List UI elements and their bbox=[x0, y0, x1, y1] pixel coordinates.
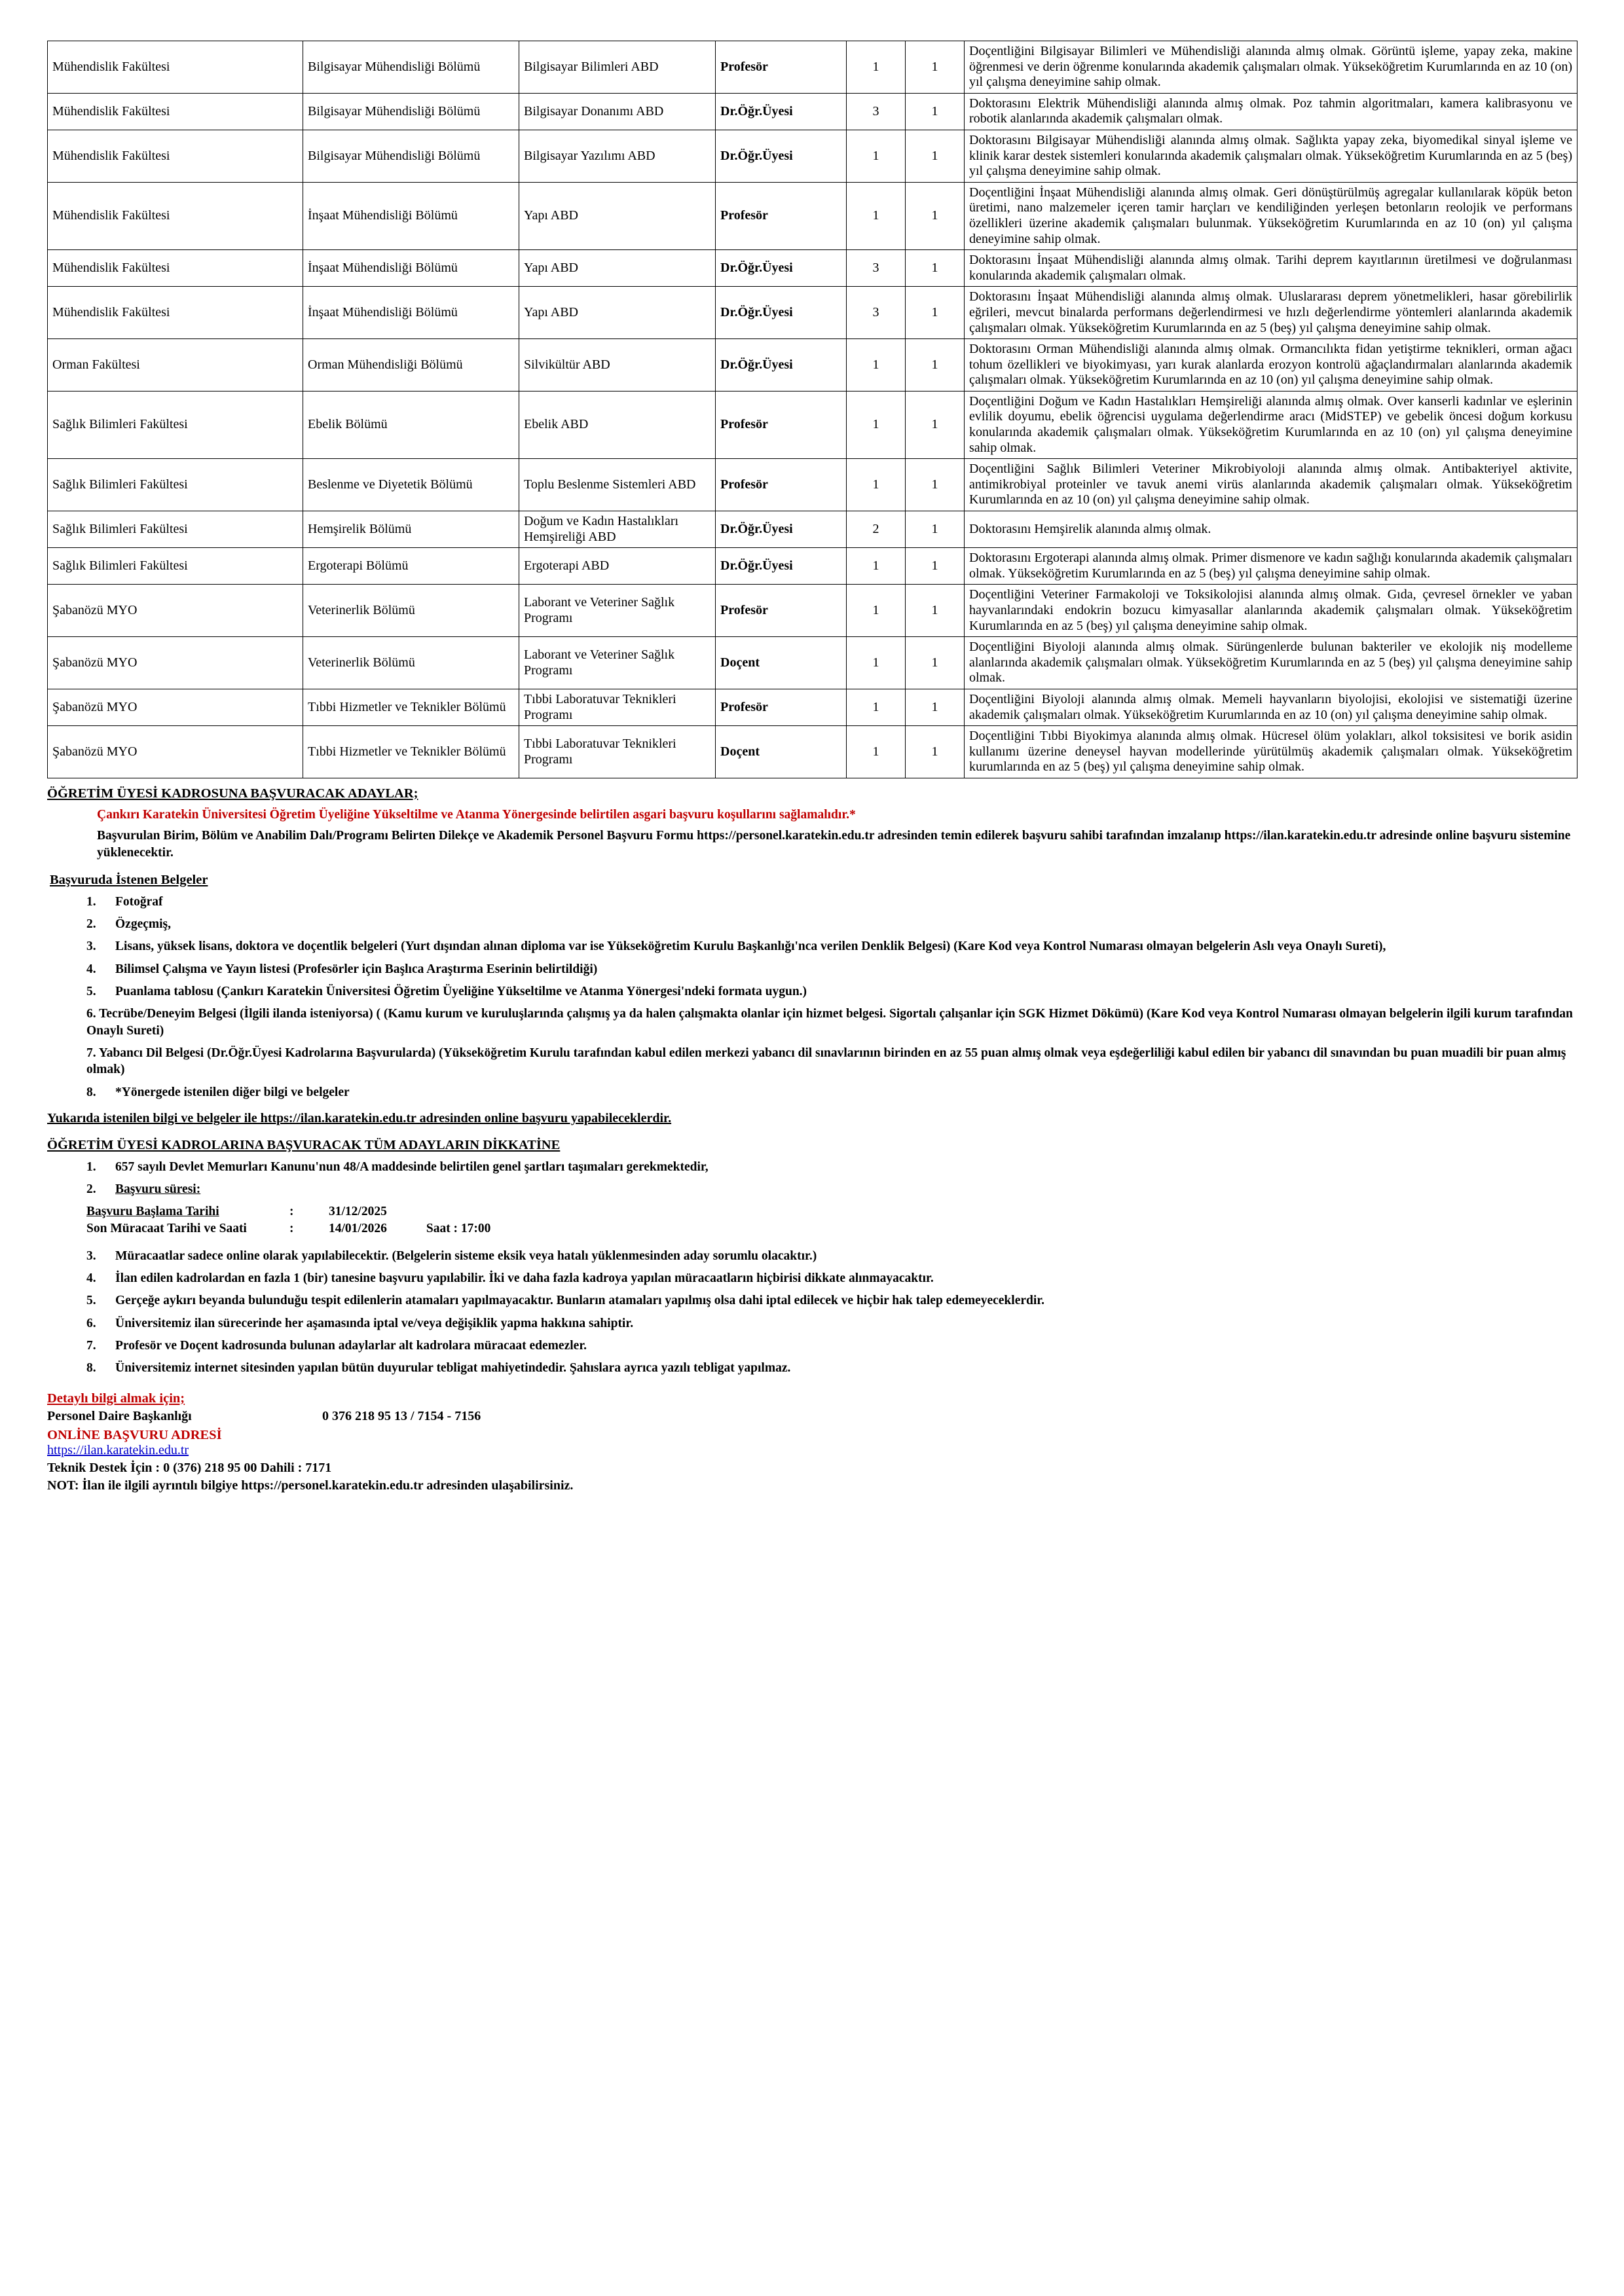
applicants-red-note: Çankırı Karatekin Üniversitesi Öğretim Üyeliğine Yükseltilme ve Atanma Yönergesinde belirtilen asgari başvuru koşullarını sağlamalıdır.* bbox=[97, 807, 856, 822]
list-item-number: 7. bbox=[86, 1046, 96, 1060]
cell-title: Dr.Öğr.Üyesi bbox=[716, 339, 847, 392]
list-item-number: 4. bbox=[86, 1271, 96, 1285]
contact-title: Detaylı bilgi almak için; bbox=[47, 1391, 185, 1406]
list-item-text: *Yönergede istenilen diğer bilgi ve belgeler bbox=[115, 1085, 350, 1099]
list-item-text: Fotoğraf bbox=[115, 894, 163, 909]
cell-title: Profesör bbox=[716, 41, 847, 94]
cell-degree: 1 bbox=[906, 130, 965, 182]
cell-faculty: Mühendislik Fakültesi bbox=[48, 93, 303, 130]
cell-description: Doçentliğini Doğum ve Kadın Hastalıkları Hemşireliği alanında almış olmak. Over kanserli kadınlar ve eşlerinin evlilik doyumu, ebelik öğrencisi uygulama değerlendirme aracı (MidSTEP) ve gebelik öncesi doğum korkusu konularında akademik çalışmaları olmak. Yükseköğretim Kurumlarında en az 10 (on) yıl çalışma deneyimine sahip olmak. bbox=[965, 391, 1578, 458]
cell-count: 1 bbox=[847, 585, 906, 637]
cell-description: Doktorasını Orman Mühendisliği alanında almış olmak. Ormancılıkta fidan yetiştirme teknikleri, orman ağacı tohum özellikleri ve biyokimyası, yarı kurak alanlarda erozyon kontrolü ağaçlandırmaları alanlarında akademik çalışmaları olmak. Yükseköğretim Kurumlarında en az 10 (on) yıl çalışma deneyimine sahip olmak. bbox=[965, 339, 1578, 392]
list-item bbox=[47, 1270, 1577, 1286]
contact-section bbox=[47, 1391, 1577, 1493]
list-item-text: Özgeçmiş, bbox=[115, 917, 172, 931]
cell-count: 1 bbox=[847, 130, 906, 182]
table-row bbox=[48, 93, 1578, 130]
cell-degree: 1 bbox=[906, 41, 965, 94]
cell-department: Ergoterapi Bölümü bbox=[303, 548, 519, 585]
cell-field: Toplu Beslenme Sistemleri ABD bbox=[519, 459, 716, 511]
contact-office-label: Personel Daire Başkanlığı bbox=[47, 1408, 192, 1423]
cell-department: Bilgisayar Mühendisliği Bölümü bbox=[303, 41, 519, 94]
cell-count: 2 bbox=[847, 511, 906, 548]
technical-support-line: Teknik Destek İçin : 0 (376) 218 95 00 Dahili : 7171 bbox=[47, 1460, 332, 1475]
academic-positions-table bbox=[47, 41, 1578, 778]
cell-count: 1 bbox=[847, 637, 906, 689]
cell-degree: 1 bbox=[906, 287, 965, 339]
cell-title: Profesör bbox=[716, 459, 847, 511]
cell-degree: 1 bbox=[906, 637, 965, 689]
application-dates bbox=[86, 1205, 1577, 1236]
list-item-text: Üniversitemiz internet sitesinden yapılan bütün duyurular tebligat mahiyetindedir. Şahıslara ayrıca yazılı tebligat yapılmaz. bbox=[115, 1361, 791, 1376]
cell-count: 1 bbox=[847, 339, 906, 392]
list-item-text: İlan edilen kadrolardan en fazla 1 (bir) tanesine başvuru yapılabilir. İki ve daha fazla kadroya yapılan müracaatların hiçbirisi dikkate alınmayacaktır. bbox=[115, 1271, 934, 1285]
cell-description: Doçentliğini Biyoloji alanında almış olmak. Sürüngenlerde bulunan bakteriler ve ekolojik niş modelleme alanlarında akademik çalışmaları olmak. Yükseköğretim Kurumlarında en az 5 (beş) yıl çalışma deneyimine sahip olmak. bbox=[965, 637, 1578, 689]
cell-department: Ebelik Bölümü bbox=[303, 391, 519, 458]
list-item bbox=[47, 938, 1577, 955]
start-date-label: Başvuru Başlama Tarihi bbox=[86, 1204, 219, 1218]
documents-list bbox=[47, 894, 1577, 1101]
cell-department: Hemşirelik Bölümü bbox=[303, 511, 519, 548]
cell-department: İnşaat Mühendisliği Bölümü bbox=[303, 287, 519, 339]
cell-field: Ebelik ABD bbox=[519, 391, 716, 458]
contact-office-row bbox=[47, 1409, 1577, 1424]
applicants-paragraph: Başvurulan Birim, Bölüm ve Anabilim Dalı/Programı Belirten Dilekçe ve Akademik Personel Başvuru Formu https://personel.karatekin.edu.tr adresinden temin edilerek başvuru sahibi tarafından imzalanıp https://ilan.karatekin.edu.tr adresinde online başvuru sistemine yüklenecektir. bbox=[97, 828, 1571, 860]
list-item-text: Üniversitemiz ilan sürecerinde her aşamasında iptal ve/veya değişiklik yapma hakkına sahiptir. bbox=[115, 1316, 634, 1330]
cell-count: 1 bbox=[847, 689, 906, 725]
cell-department: İnşaat Mühendisliği Bölümü bbox=[303, 182, 519, 249]
cell-degree: 1 bbox=[906, 585, 965, 637]
cell-faculty: Şabanözü MYO bbox=[48, 637, 303, 689]
list-item-text: Gerçeğe aykırı beyanda bulunduğu tespit edilenlerin atamaları yapılmayacaktır. Bunların atamaları yapılmış olsa dahi iptal edilecek ve hiçbir hak talep edemeyeceklerdir. bbox=[115, 1294, 1045, 1308]
online-application-link[interactable]: https://ilan.karatekin.edu.tr bbox=[47, 1442, 189, 1457]
cell-title: Profesör bbox=[716, 182, 847, 249]
list-item-number: 2. bbox=[86, 1182, 96, 1197]
list-item bbox=[86, 1006, 1577, 1039]
attention-list bbox=[47, 1159, 1577, 1198]
list-item-number: 6. bbox=[86, 1007, 96, 1021]
cell-field: Bilgisayar Donanımı ABD bbox=[519, 93, 716, 130]
list-item-number: 5. bbox=[86, 1294, 96, 1308]
document-content bbox=[47, 41, 1577, 1493]
cell-department: Tıbbi Hizmetler ve Teknikler Bölümü bbox=[303, 726, 519, 778]
cell-title: Dr.Öğr.Üyesi bbox=[716, 287, 847, 339]
list-item-number: 1. bbox=[86, 1159, 96, 1174]
cell-faculty: Mühendislik Fakültesi bbox=[48, 130, 303, 182]
applicants-section bbox=[47, 785, 1577, 862]
cell-description: Doçentliğini İnşaat Mühendisliği alanında almış olmak. Geri dönüştürülmüş agregalar kullanılarak köpük beton üretimi, nano malzemeler içeren tamir harçları ve kendiliğinden yerleşen betonların reolojik ve performans özellikleri üzerine akademik çalışmaları bulunmak. Yükseköğretim Kurumlarında en az 10 (on) yıl çalışma deneyimine sahip olmak. bbox=[965, 182, 1578, 249]
cell-degree: 1 bbox=[906, 459, 965, 511]
cell-faculty: Şabanözü MYO bbox=[48, 689, 303, 725]
end-date-row bbox=[86, 1222, 1577, 1236]
cell-faculty: Orman Fakültesi bbox=[48, 339, 303, 392]
cell-field: Bilgisayar Yazılımı ABD bbox=[519, 130, 716, 182]
list-item bbox=[47, 894, 1577, 910]
contact-note-line: NOT: İlan ile ilgili ayrıntılı bilgiye https://personel.karatekin.edu.tr adresinden ulaşabilirsiniz. bbox=[47, 1478, 574, 1493]
cell-count: 1 bbox=[847, 459, 906, 511]
cell-faculty: Sağlık Bilimleri Fakültesi bbox=[48, 511, 303, 548]
cell-count: 1 bbox=[847, 41, 906, 94]
list-item-number: 2. bbox=[86, 917, 96, 931]
cell-title: Dr.Öğr.Üyesi bbox=[716, 130, 847, 182]
list-item bbox=[47, 1084, 1577, 1101]
cell-department: Tıbbi Hizmetler ve Teknikler Bölümü bbox=[303, 689, 519, 725]
end-date-value: 14/01/2026 bbox=[329, 1221, 387, 1235]
list-item bbox=[47, 983, 1577, 1000]
cell-count: 1 bbox=[847, 391, 906, 458]
cell-count: 3 bbox=[847, 93, 906, 130]
cell-degree: 1 bbox=[906, 93, 965, 130]
table-row bbox=[48, 689, 1578, 725]
cell-faculty: Şabanözü MYO bbox=[48, 726, 303, 778]
cell-title: Dr.Öğr.Üyesi bbox=[716, 250, 847, 287]
cell-description: Doçentliğini Veteriner Farmakoloji ve Toksikolojisi alanında almış olmak. Gıda, çevresel örnekler ve yaban hayvanlarındaki endokrin bozucu kimyasallar alanlarında akademik çalışmaları olmak. Yükseköğretim Kurumlarında en az 5 (beş) yıl çalışma deneyimine sahip olmak. bbox=[965, 585, 1578, 637]
cell-count: 1 bbox=[847, 726, 906, 778]
cell-field: Laborant ve Veteriner Sağlık Programı bbox=[519, 637, 716, 689]
list-item bbox=[47, 1360, 1577, 1376]
cell-title: Profesör bbox=[716, 689, 847, 725]
cell-title: Dr.Öğr.Üyesi bbox=[716, 511, 847, 548]
table-row bbox=[48, 250, 1578, 287]
list-item bbox=[47, 916, 1577, 932]
start-date-colon: : bbox=[289, 1204, 294, 1218]
list-item-number: 5. bbox=[86, 984, 96, 998]
cell-department: Orman Mühendisliği Bölümü bbox=[303, 339, 519, 392]
table-row bbox=[48, 637, 1578, 689]
table-row bbox=[48, 548, 1578, 585]
cell-degree: 1 bbox=[906, 250, 965, 287]
list-item-number: 8. bbox=[86, 1085, 96, 1099]
list-item-text: Puanlama tablosu (Çankırı Karatekin Üniversitesi Öğretim Üyeliğine Yükseltilme ve Atanma Yönergesi'ndeki formata uygun.) bbox=[115, 984, 807, 998]
cell-faculty: Mühendislik Fakültesi bbox=[48, 287, 303, 339]
list-item bbox=[47, 1315, 1577, 1332]
attention-heading: ÖĞRETİM ÜYESİ KADROLARINA BAŞVURACAK TÜM ADAYLARIN DİKKATİNE bbox=[47, 1137, 561, 1152]
cell-title: Doçent bbox=[716, 726, 847, 778]
cell-field: Bilgisayar Bilimleri ABD bbox=[519, 41, 716, 94]
cell-department: İnşaat Mühendisliği Bölümü bbox=[303, 250, 519, 287]
cell-count: 1 bbox=[847, 182, 906, 249]
cell-faculty: Mühendislik Fakültesi bbox=[48, 250, 303, 287]
cell-degree: 1 bbox=[906, 339, 965, 392]
table-row bbox=[48, 585, 1578, 637]
cell-field: Yapı ABD bbox=[519, 250, 716, 287]
cell-field: Ergoterapi ABD bbox=[519, 548, 716, 585]
table-body bbox=[48, 41, 1578, 778]
cell-degree: 1 bbox=[906, 689, 965, 725]
cell-degree: 1 bbox=[906, 548, 965, 585]
cell-degree: 1 bbox=[906, 182, 965, 249]
cell-field: Silvikültür ABD bbox=[519, 339, 716, 392]
table-row bbox=[48, 391, 1578, 458]
start-date-value: 31/12/2025 bbox=[329, 1204, 387, 1218]
cell-department: Bilgisayar Mühendisliği Bölümü bbox=[303, 93, 519, 130]
cell-field: Doğum ve Kadın Hastalıkları Hemşireliği ABD bbox=[519, 511, 716, 548]
table-row bbox=[48, 339, 1578, 392]
list-item bbox=[47, 1159, 1577, 1175]
list-item bbox=[47, 1248, 1577, 1264]
cell-faculty: Sağlık Bilimleri Fakültesi bbox=[48, 548, 303, 585]
cell-title: Profesör bbox=[716, 585, 847, 637]
applicants-heading: ÖĞRETİM ÜYESİ KADROSUNA BAŞVURACAK ADAYLAR; bbox=[47, 786, 418, 801]
cell-degree: 1 bbox=[906, 726, 965, 778]
list-item-text: Bilimsel Çalışma ve Yayın listesi (Profesörler için Başlıca Araştırma Eserinin belirtildiği) bbox=[115, 962, 598, 976]
cell-faculty: Sağlık Bilimleri Fakültesi bbox=[48, 391, 303, 458]
cell-field: Tıbbi Laboratuvar Teknikleri Programı bbox=[519, 726, 716, 778]
table-row bbox=[48, 130, 1578, 182]
end-date-colon: : bbox=[289, 1221, 294, 1235]
list-item-text: Tecrübe/Deneyim Belgesi (İlgili ilanda isteniyorsa) ( (Kamu kurum ve kuruluşlarında çalışmış ya da halen çalışmakta olanlar için hizmet belgesi. Sigortalı çalışanlar için SGK Hizmet Dökümü) (Kare Kod veya Kontrol Numarası olmayan belgelerin ilgili kurum tarafından Onaylı Sureti) bbox=[86, 1007, 1573, 1038]
end-time-value: Saat : 17:00 bbox=[426, 1221, 491, 1235]
cell-description: Doktorasını Bilgisayar Mühendisliği alanında almış olmak. Sağlıkta yapay zeka, biyomedikal sinyal işleme ve klinik karar destek sistemleri konularında akademik çalışmaları olmak. Yükseköğretim Kurumlarında en az 5 (beş) yıl çalışma deneyimine sahip olmak. bbox=[965, 130, 1578, 182]
end-date-label: Son Müracaat Tarihi ve Saati bbox=[86, 1221, 247, 1235]
start-date-row bbox=[86, 1205, 1577, 1219]
attention-list-continued bbox=[47, 1248, 1577, 1377]
list-item-number: 6. bbox=[86, 1316, 96, 1330]
list-item-text: Başvuru süresi: bbox=[115, 1182, 201, 1197]
cell-field: Laborant ve Veteriner Sağlık Programı bbox=[519, 585, 716, 637]
cell-department: Veterinerlik Bölümü bbox=[303, 585, 519, 637]
documents-heading: Başvuruda İstenen Belgeler bbox=[50, 872, 208, 887]
cell-description: Doktorasını İnşaat Mühendisliği alanında almış olmak. Uluslararası deprem yönetmelikleri, hasar görebilirlik eğrileri, mevcut binalarda performans değerlendirmesi ve hızlı değerlendirme yöntemleri alanlarında akademik çalışmaları olmak. Yükseköğretim Kurumlarında en az 5 (beş) yıl çalışma deneyimine sahip olmak. bbox=[965, 287, 1578, 339]
cell-count: 3 bbox=[847, 287, 906, 339]
list-item-number: 7. bbox=[86, 1339, 96, 1353]
list-item bbox=[47, 1338, 1577, 1354]
list-item-text: Lisans, yüksek lisans, doktora ve doçentlik belgeleri (Yurt dışından alınan diploma var ise Yükseköğretim Kurulu Başkanlığı'nca verilen Denklik Belgesi) (Kare Kod veya Kontrol Numarası olmayan belgelerin Aslı veya Onaylı Sureti), bbox=[115, 939, 1386, 954]
cell-count: 3 bbox=[847, 250, 906, 287]
cell-field: Yapı ABD bbox=[519, 287, 716, 339]
list-item-number: 8. bbox=[86, 1361, 96, 1376]
cell-department: Bilgisayar Mühendisliği Bölümü bbox=[303, 130, 519, 182]
list-item-number: 3. bbox=[86, 1248, 96, 1263]
table-row bbox=[48, 726, 1578, 778]
cell-faculty: Mühendislik Fakültesi bbox=[48, 182, 303, 249]
table-row bbox=[48, 41, 1578, 94]
table-row bbox=[48, 182, 1578, 249]
list-item-number: 4. bbox=[86, 962, 96, 976]
cell-count: 1 bbox=[847, 548, 906, 585]
table-row bbox=[48, 287, 1578, 339]
cell-title: Dr.Öğr.Üyesi bbox=[716, 93, 847, 130]
list-item bbox=[86, 1045, 1577, 1078]
cell-description: Doktorasını İnşaat Mühendisliği alanında almış olmak. Tarihi deprem kayıtlarının üretilmesi ve doğrulanması konularında akademik çalışmaları olmak. bbox=[965, 250, 1578, 287]
cell-field: Tıbbi Laboratuvar Teknikleri Programı bbox=[519, 689, 716, 725]
list-item bbox=[47, 961, 1577, 977]
table-row bbox=[48, 511, 1578, 548]
cell-description: Doktorasını Hemşirelik alanında almış olmak. bbox=[965, 511, 1578, 548]
list-item-text: Müracaatlar sadece online olarak yapılabilecektir. (Belgelerin sisteme eksik veya hatalı yüklenmesinden aday sorumlu olacaktır.) bbox=[115, 1248, 817, 1263]
online-application-link-row bbox=[47, 1443, 1577, 1458]
documents-footnote: Yukarıda istenilen bilgi ve belgeler ile https://ilan.karatekin.edu.tr adresinden online başvuru yapabileceklerdir. bbox=[47, 1110, 672, 1125]
cell-degree: 1 bbox=[906, 391, 965, 458]
cell-faculty: Mühendislik Fakültesi bbox=[48, 41, 303, 94]
list-item-number: 3. bbox=[86, 939, 96, 954]
cell-department: Veterinerlik Bölümü bbox=[303, 637, 519, 689]
cell-title: Profesör bbox=[716, 391, 847, 458]
cell-title: Dr.Öğr.Üyesi bbox=[716, 548, 847, 585]
cell-field: Yapı ABD bbox=[519, 182, 716, 249]
table-row bbox=[48, 459, 1578, 511]
cell-faculty: Sağlık Bilimleri Fakültesi bbox=[48, 459, 303, 511]
cell-title: Doçent bbox=[716, 637, 847, 689]
cell-description: Doktorasını Ergoterapi alanında almış olmak. Primer dismenore ve kadın sağlığı konularında akademik çalışmaları olmak. Yükseköğretim Kurumlarında en az 5 (beş) yıl çalışma deneyimine sahip olmak. bbox=[965, 548, 1578, 585]
cell-description: Doçentliğini Sağlık Bilimleri Veteriner Mikrobiyoloji alanında almış olmak. Antibakteriyel aktivite, antimikrobiyal proteinler ve tavuk anemi virüs alanlarında akademik çalışmaları olmak. Yükseköğretim Kurumlarında en az 10 (on) yıl çalışma deneyimine sahip olmak. bbox=[965, 459, 1578, 511]
cell-description: Doçentliğini Tıbbi Biyokimya alanında almış olmak. Hücresel ölüm yolakları, alkol toksisitesi ve borik asidin kullanımı üzerine deneysel hayvan modellerinde yürütülmüş akademik çalışmaları olmak. Yükseköğretim kurumlarında en az 5 (beş) yıl çalışma deneyimine sahip olmak. bbox=[965, 726, 1578, 778]
list-item bbox=[47, 1181, 1577, 1197]
contact-office-phone: 0 376 218 95 13 / 7154 - 7156 bbox=[322, 1408, 481, 1423]
list-item-number: 1. bbox=[86, 894, 96, 909]
cell-degree: 1 bbox=[906, 511, 965, 548]
online-application-title: ONLİNE BAŞVURU ADRESİ bbox=[47, 1427, 222, 1442]
cell-description: Doçentliğini Biyoloji alanında almış olmak. Memeli hayvanların biyolojisi, ekolojisi ve sistematiği üzerine akademik çalışmaları olmak. Yükseköğretim Kurumlarında en az 10 (on) yıl çalışma deneyimine sahip olmak. bbox=[965, 689, 1578, 725]
cell-description: Doktorasını Elektrik Mühendisliği alanında almış olmak. Poz tahmin algoritmaları, kamera kalibrasyonu ve robotik alanlarında akademik çalışmaları olmak. bbox=[965, 93, 1578, 130]
list-item-text: Yabancı Dil Belgesi (Dr.Öğr.Üyesi Kadrolarına Başvurularda) (Yükseköğretim Kurulu tarafından kabul edilen merkezi yabancı dil sınavlarının birinden en az 55 puan almış olmak veya eşdeğerliliği kabul edilen bir yabancı dil sınavından bu puan muadili bir puan almış olmak) bbox=[86, 1046, 1566, 1077]
list-item-text: 657 sayılı Devlet Memurları Kanunu'nun 48/A maddesinde belirtilen genel şartları taşımaları gerekmektedir, bbox=[115, 1159, 709, 1174]
cell-description: Doçentliğini Bilgisayar Bilimleri ve Mühendisliği alanında almış olmak. Görüntü işleme, yapay zeka, makine öğrenmesi ve derin öğrenme konularında akademik çalışmaları olmak. Yükseköğretim Kurumlarında en az 10 (on) yıl çalışma deneyimine sahip olmak. bbox=[965, 41, 1578, 94]
cell-department: Beslenme ve Diyetetik Bölümü bbox=[303, 459, 519, 511]
list-item-text: Profesör ve Doçent kadrosunda bulunan adaylarlar alt kadrolara müracaat edemezler. bbox=[115, 1339, 587, 1353]
cell-faculty: Şabanözü MYO bbox=[48, 585, 303, 637]
list-item bbox=[47, 1292, 1577, 1309]
